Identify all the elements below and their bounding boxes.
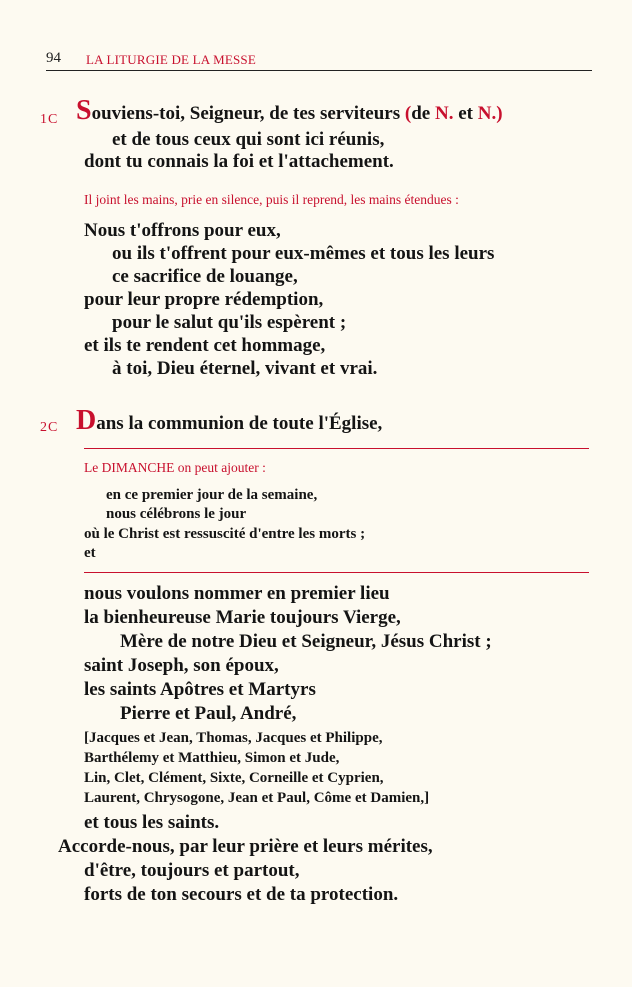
sunday-insert-line: et — [84, 545, 96, 561]
drop-initial-s: S — [76, 95, 92, 126]
insert-bottom-rule — [84, 572, 589, 573]
section-marker-2c: 2C — [40, 420, 59, 435]
prayer-line: à toi, Dieu éternel, vivant et vrai. — [112, 358, 378, 379]
optional-saints-line: Lin, Clet, Clément, Sixte, Corneille et Cyprien, — [84, 770, 384, 786]
insert-top-rule — [84, 448, 589, 449]
paren-open: ( — [404, 103, 412, 124]
section-marker-1c: 1C — [40, 112, 59, 127]
name-placeholder-1: N. — [434, 103, 454, 124]
section2-line: Pierre et Paul, André, — [120, 703, 297, 724]
optional-saints-line: Laurent, Chrysogone, Jean et Paul, Côme et Damien,] — [84, 790, 430, 806]
paren-close: ) — [496, 103, 503, 124]
page-header — [46, 50, 592, 71]
sunday-insert-line: où le Christ est ressuscité d'entre les morts ; — [84, 526, 366, 542]
prayer-line: pour le salut qu'ils espèrent ; — [112, 312, 347, 333]
prayer-line: ou ils t'offrent pour eux-mêmes et tous les leurs — [112, 243, 495, 264]
sunday-insert-line: nous célébrons le jour — [106, 506, 247, 522]
section2-line: saint Joseph, son époux, — [84, 655, 279, 676]
section2-first-line-text: ans la communion de toute l'Église, — [96, 413, 383, 434]
optional-saints-line: [Jacques et Jean, Thomas, Jacques et Philippe, — [84, 730, 383, 746]
prayer-line: et ils te rendent cet hommage, — [84, 335, 326, 356]
prayer-line: pour leur propre rédemption, — [84, 289, 324, 310]
sunday-insert-line: en ce premier jour de la semaine, — [106, 487, 318, 503]
closing-line: et tous les saints. — [84, 812, 220, 833]
running-title: LA LITURGIE DE LA MESSE — [86, 52, 256, 67]
prayer-line: Nous t'offrons pour eux, — [84, 220, 281, 241]
paren-de: de — [411, 103, 435, 124]
closing-line: forts de ton secours et de ta protection. — [84, 884, 399, 905]
section1-line: dont tu connais la foi et l'attachement. — [84, 151, 394, 172]
prayer-line: ce sacrifice de louange, — [112, 266, 298, 287]
section1-first-line-text: ouviens-toi, Seigneur, de tes serviteurs — [91, 103, 405, 124]
closing-line: Accorde-nous, par leur prière et leurs mérites, — [58, 836, 433, 857]
optional-saints-line: Barthélemy et Matthieu, Simon et Jude, — [84, 750, 340, 766]
section2-first-line — [76, 405, 383, 436]
name-placeholder-2: N. — [477, 103, 497, 124]
section1-first-line — [76, 95, 503, 126]
section1-line: et de tous ceux qui sont ici réunis, — [112, 129, 385, 150]
rubric-dimanche: Le DIMANCHE on peut ajouter : — [84, 460, 266, 475]
page-number: 94 — [46, 50, 61, 66]
rubric-joint-mains: Il joint les mains, prie en silence, puis il reprend, les mains étendues : — [84, 192, 459, 207]
section2-line: la bienheureuse Marie toujours Vierge, — [84, 607, 401, 628]
section2-line: les saints Apôtres et Martyrs — [84, 679, 316, 700]
closing-line: d'être, toujours et partout, — [84, 860, 300, 881]
drop-initial-d: D — [76, 405, 97, 436]
section2-line: Mère de notre Dieu et Seigneur, Jésus Christ ; — [120, 631, 492, 652]
paren-et: et — [453, 103, 478, 124]
section2-line: nous voulons nommer en premier lieu — [84, 583, 390, 604]
